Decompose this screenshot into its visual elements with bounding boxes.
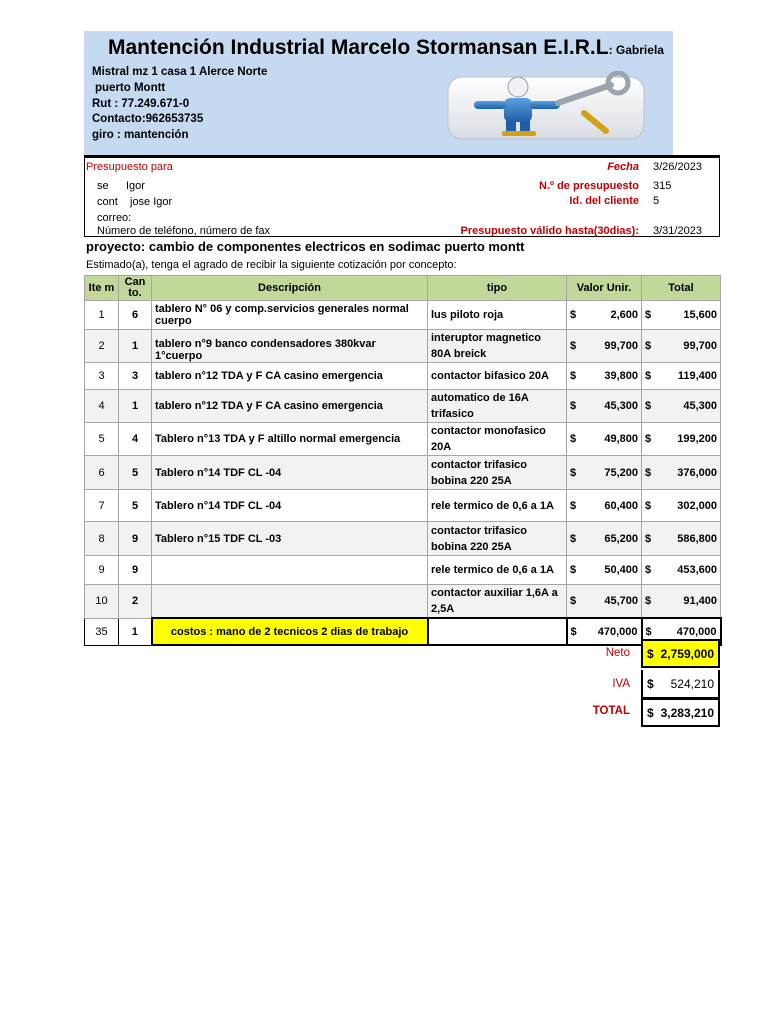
total-cell: $ 453,600 — [642, 556, 721, 585]
item-cell: 8 — [85, 522, 119, 556]
col-desc-header: Descripción — [152, 276, 428, 301]
tipo-cell: contactor trifasico bobina 220 25A — [428, 456, 567, 490]
item-cell: 5 — [85, 423, 119, 456]
desc-cell: costos : mano de 2 tecnicos 2 dias de trabajo — [152, 618, 428, 645]
cant-cell: 5 — [119, 490, 152, 522]
item-cell: 3 — [85, 363, 119, 390]
tipo-cell: lus piloto roja — [428, 301, 567, 330]
table-row — [85, 522, 721, 556]
cant-cell: 6 — [119, 301, 152, 330]
table-row — [85, 423, 721, 456]
item-cell: 2 — [85, 330, 119, 363]
table-row — [85, 456, 721, 490]
total-cell: $ 99,700 — [642, 330, 721, 363]
col-tipo-header: tipo — [428, 276, 567, 301]
table-row — [85, 330, 721, 363]
total-cell: $ 376,000 — [642, 456, 721, 490]
cant-cell: 1 — [119, 330, 152, 363]
valor-cell: $ 50,400 — [567, 556, 642, 585]
total-cell: $ 91,400 — [642, 585, 721, 619]
table-row — [85, 556, 721, 585]
company-title: Mantención Industrial Marcelo Stormansan E.I.R.L: Gabriela — [108, 36, 664, 59]
item-cell: 10 — [85, 585, 119, 619]
tipo-cell: contactor trifasico bobina 220 25A — [428, 522, 567, 556]
table-header-row — [85, 276, 721, 301]
neto-value: $ 2,759,000 — [641, 639, 720, 668]
item-cell: 7 — [85, 490, 119, 522]
cant-cell: 5 — [119, 456, 152, 490]
telefono-label: Número de teléfono, número de fax — [97, 225, 271, 237]
cant-cell: 1 — [119, 390, 152, 423]
rut-line: Rut : 77.249.671-0 — [92, 98, 190, 110]
tipo-cell: rele termico de 0,6 a 1A — [428, 490, 567, 522]
valido-value: 3/31/2023 — [653, 225, 702, 237]
col-item-header: Ite m — [85, 276, 119, 301]
table-row — [85, 301, 721, 330]
cant-cell: 1 — [119, 618, 152, 645]
se-value: Igor — [126, 180, 145, 192]
cant-cell: 2 — [119, 585, 152, 619]
iva-value: $ 524,210 — [641, 670, 720, 699]
col-valor-header: Valor Unir. — [567, 276, 642, 301]
valor-cell: $ 75,200 — [567, 456, 642, 490]
address-line: puerto Montt — [95, 82, 166, 94]
tipo-cell: rele termico de 0,6 a 1A — [428, 556, 567, 585]
correo-label: correo: — [97, 212, 132, 224]
total-cell: $ 15,600 — [642, 301, 721, 330]
quote-info-box — [84, 155, 720, 237]
tipo-cell: contactor monofasico 20A — [428, 423, 567, 456]
total-cell: $ 45,300 — [642, 390, 721, 423]
desc-cell: tablero n°12 TDA y F CA casino emergencia — [152, 363, 428, 390]
valor-cell: $ 45,300 — [567, 390, 642, 423]
cant-cell: 9 — [119, 556, 152, 585]
cant-cell: 3 — [119, 363, 152, 390]
giro-line: giro : mantención — [92, 129, 189, 141]
col-total-header: Total — [642, 276, 721, 301]
valor-cell: $ 60,400 — [567, 490, 642, 522]
contact-line: Contacto:962653735 — [92, 113, 204, 125]
mechanic-robot-icon — [446, 71, 646, 143]
cant-cell: 9 — [119, 522, 152, 556]
table-row — [85, 363, 721, 390]
num-presupuesto-label: N.º de presupuesto — [539, 180, 639, 192]
valor-cell: $ 65,200 — [567, 522, 642, 556]
presupuesto-para-label: Presupuesto para — [86, 161, 173, 173]
total-cell: $ 470,000 — [642, 618, 721, 645]
labor-row — [85, 618, 721, 645]
company-header — [84, 31, 673, 156]
total-cell: $ 119,400 — [642, 363, 721, 390]
tipo-cell: contactor auxiliar 1,6A a 2,5A — [428, 585, 567, 619]
tipo-cell — [428, 618, 567, 645]
desc-cell — [152, 556, 428, 585]
desc-cell: Tablero n°15 TDF CL -03 — [152, 522, 428, 556]
tipo-cell: contactor bifasico 20A — [428, 363, 567, 390]
id-cliente-label: Id. del cliente — [569, 195, 639, 207]
fecha-label: Fecha — [607, 161, 639, 173]
cont-label: cont — [97, 196, 118, 208]
desc-cell: tablero N° 06 y comp.servicios generales normal cuerpo — [152, 301, 428, 330]
desc-cell — [152, 585, 428, 619]
address-line: Mistral mz 1 casa 1 Alerce Norte — [92, 66, 268, 78]
item-cell: 6 — [85, 456, 119, 490]
desc-cell: Tablero n°14 TDF CL -04 — [152, 456, 428, 490]
item-cell: 1 — [85, 301, 119, 330]
tipo-cell: automatico de 16A trifasico — [428, 390, 567, 423]
desc-cell: Tablero n°13 TDA y F altillo normal emergencia — [152, 423, 428, 456]
col-cant-header: Can to. — [119, 276, 152, 301]
cont-value: jose Igor — [130, 196, 173, 208]
desc-cell: Tablero n°14 TDF CL -04 — [152, 490, 428, 522]
iva-label: IVA — [612, 678, 630, 690]
valor-cell: $ 45,700 — [567, 585, 642, 619]
desc-cell: tablero n°12 TDA y F CA casino emergencia — [152, 390, 428, 423]
total-cell: $ 586,800 — [642, 522, 721, 556]
item-cell: 35 — [85, 618, 119, 645]
tipo-cell: interuptor magnetico 80A breick — [428, 330, 567, 363]
fecha-value: 3/26/2023 — [653, 161, 702, 173]
se-label: se — [97, 180, 109, 192]
id-cliente-value: 5 — [653, 195, 660, 207]
valido-label: Presupuesto válido hasta(30dias): — [460, 225, 639, 237]
neto-label: Neto — [605, 647, 630, 659]
total-label: TOTAL — [592, 705, 630, 717]
total-value: $ 3,283,210 — [641, 698, 720, 727]
valor-cell: $ 2,600 — [567, 301, 642, 330]
total-cell: $ 302,000 — [642, 490, 721, 522]
desc-cell: tablero n°9 banco condensadores 380kvar 1°cuerpo — [152, 330, 428, 363]
cant-cell: 4 — [119, 423, 152, 456]
quote-table — [84, 275, 722, 646]
greeting-text: Estimado(a), tenga el agrado de recibir la siguiente cotización por concepto: — [86, 259, 457, 271]
item-cell: 9 — [85, 556, 119, 585]
valor-cell: $ 39,800 — [567, 363, 642, 390]
valor-cell: $ 99,700 — [567, 330, 642, 363]
total-cell: $ 199,200 — [642, 423, 721, 456]
item-cell: 4 — [85, 390, 119, 423]
valor-cell: $ 49,800 — [567, 423, 642, 456]
valor-cell: $ 470,000 — [567, 618, 642, 645]
table-row — [85, 585, 721, 619]
num-presupuesto-value: 315 — [653, 180, 672, 192]
table-row — [85, 490, 721, 522]
project-title: proyecto: cambio de componentes electricos en sodimac puerto montt — [86, 239, 525, 254]
table-row — [85, 390, 721, 423]
